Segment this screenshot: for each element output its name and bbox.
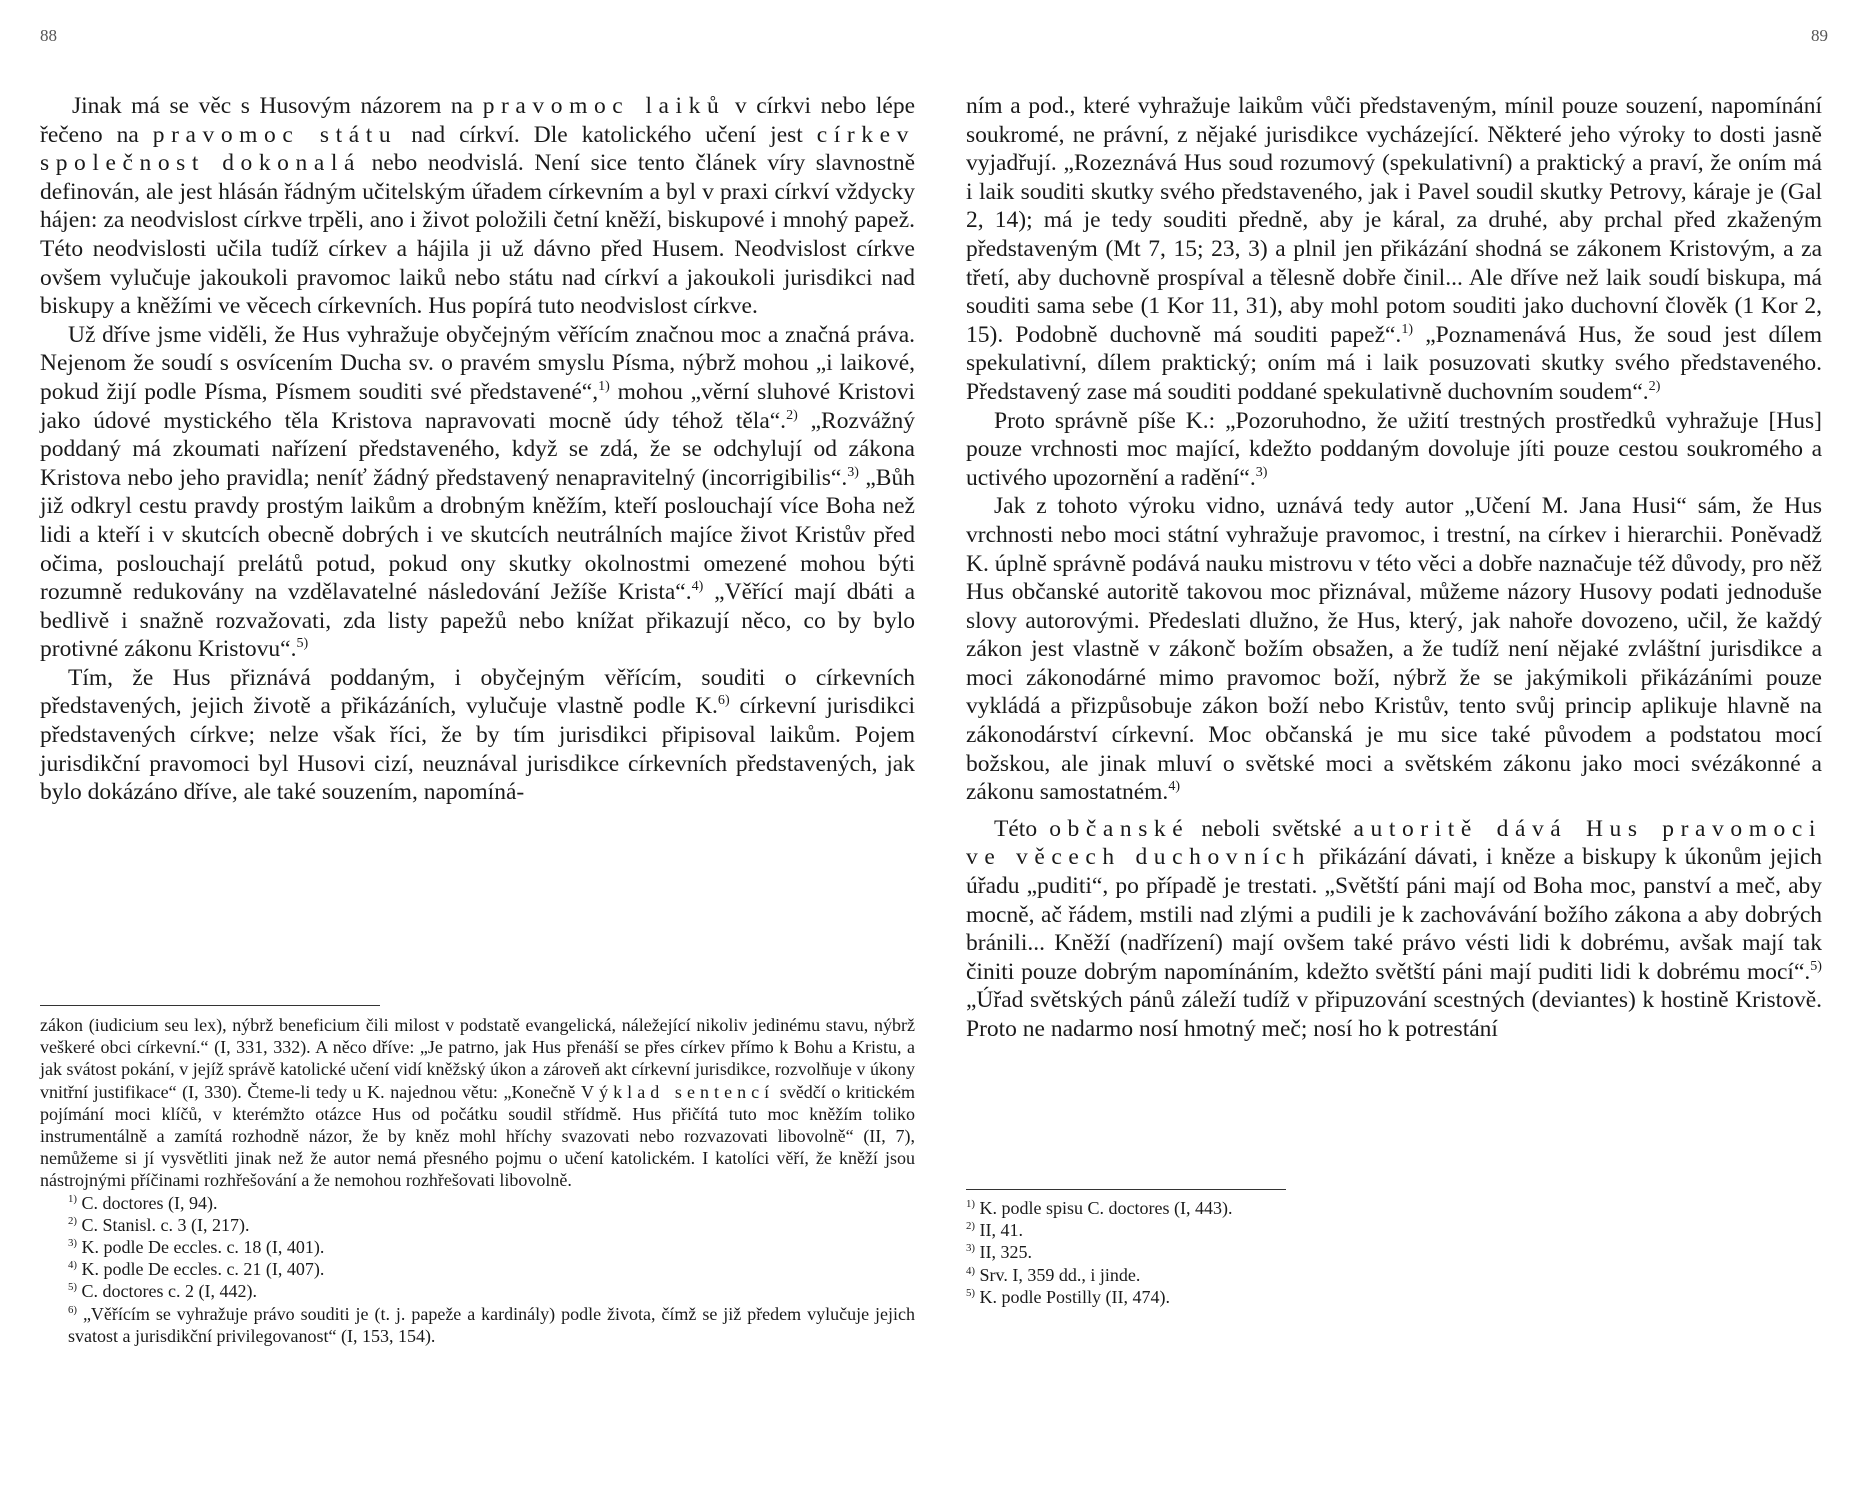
- footnote-number: 1): [966, 1198, 975, 1210]
- footnotes: [966, 1197, 1822, 1308]
- main-text: [966, 92, 1822, 1044]
- footnote-number: 6): [68, 1303, 77, 1316]
- footnote-text: C. Stanisl. c. 3 (I, 217).: [77, 1214, 250, 1235]
- text-run: „Poznamenává Hus, že soud jest dílem spekulativní, dílem praktický; oním má i laik posuzovati skutky svého představeného. Představený zase má souditi poddané spekulativně duchovním soudem“.: [966, 321, 1822, 405]
- footnote-text: K. podle De eccles. c. 18 (I, 401).: [77, 1237, 325, 1258]
- text-run: nad církví. Dle katolického učení jest: [397, 121, 817, 148]
- footnote-text: K. podle spisu C. doctores (I, 443).: [975, 1198, 1233, 1218]
- footnote-ref: 2): [1648, 378, 1661, 395]
- footnote-ref: 3): [847, 463, 859, 480]
- footnote: [40, 1236, 915, 1258]
- footnote-ref: 4): [1168, 778, 1181, 795]
- text-run: Jak z tohoto výroku vidno, uznává tedy autor „Učení M. Jana Husi“ sám, že Hus vrchnosti nebo moci státní vyhražuje pravomoc, i trestní, na církev i hierarchii. Poněvadž K. úplně správně podává nauku mistrovu v této věci a dobře naznačuje též důvody, pro něž Hus občanské autoritě takovou moc přiznával, můžeme názory Husovy podati jednoduše slovy autorovými. Předeslati dlužno, že Hus, který, jak nahoře dovozeno, učil, že každý zákon jest vlastně v zákonč božím obsažen, a že tudíž není nějaké zvláštní jurisdikce a moci zákonodárné mimo pravomoc boží, nýbrž že se jakýmikoli přikázáními pouze vykládá a přizpůsobuje zákon boží nebo Kristův, tento svůj princip aplikuje hlavně na zákonodárství církevní. Moc občanská je mu sice také původem a podstatou mocí božskou, ale jinak mluví o světské moci a světském zákonu jako moci svézákonné a zákonu samostatném.: [966, 493, 1822, 806]
- text-run: Proto správně píše K.: „Pozoruhodno, že užití trestných prostředků vyhražuje [Hus] pouze vrchnosti moc mající, kdežto poddaným dovoluje jíti pouze cestou soukromého a uctivého upozornění a radění“.: [966, 407, 1822, 491]
- footnote-number: 1): [68, 1192, 77, 1205]
- footnote-list: [40, 1192, 915, 1347]
- page-number: 89: [1811, 26, 1828, 45]
- text-run: „Bůh již odkryl cestu pravdy prostým laikům a drobným kněžím, kteří poslouchají více Boha než lidi a kteří i v skutcích obecně dobrých i ve skutcích neutrálních majíce život Kristův před očima, poslouchají prelátů potud, pokud ony skutky okolnostmi omezené mohou býti rozumně redukovány na vzdělavatelné následování Ježíše Krista“.: [40, 464, 915, 606]
- footnote-number: 3): [68, 1237, 77, 1250]
- footnote-number: 2): [966, 1220, 975, 1233]
- text-run: církevní jurisdikci představených církve; nelze však říci, že by tím jurisdikci připisoval laikům. Pojem jurisdikční pravomoci byl Husovi cizí, neuznával jurisdikce církevních představených, jak bylo dokázáno dříve, ale také souzením, napomíná-: [40, 693, 915, 806]
- emphasized-text: pravomoc státu: [152, 121, 398, 148]
- footnote-text: II, 325.: [975, 1242, 1032, 1263]
- paragraph: [966, 407, 1822, 493]
- footnote: [966, 1219, 1822, 1241]
- paragraph: [40, 664, 915, 807]
- footnote: [966, 1264, 1822, 1286]
- emphasized-text: autoritě dává Hus pravomoci ve věcech duchovních: [966, 815, 1822, 871]
- footnote-number: 4): [966, 1264, 975, 1277]
- footnote-number: 5): [68, 1281, 77, 1294]
- footnote-list: [966, 1197, 1822, 1308]
- footnote: [40, 1258, 915, 1280]
- footnote-text: K. podle De eccles. c. 21 (I, 407).: [77, 1259, 325, 1280]
- footnote-ref: 3): [1255, 463, 1268, 480]
- text-run: ním a pod., které vyhražuje laikům vůči představeným, mínil pouze souzení, napomínání soukromé, ne právní, z nějaké jurisdikce vycházející. Některé jeho výroky to dosti jasně vyjadřují. „Rozeznává Hus soud rozumový (spekulativní) a praktický a praví, že oním má i laik souditi skutky svého představeného, jak i Pavel soudil skutky Petrovy, káraje je (Gal 2, 14); má je tedy souditi předně, aby je káral, za druhé, aby prchal před zkaženým představeným (Mt 7, 15; 23, 3) a plnil jen přikázání shodná se zákonem Kristovým, a za třetí, aby duchovně prospíval a tělesně dobře činil... Ale dříve než laik soudí biskupa, má souditi sama sebe (1 Kor 11, 31), aby mohl potom souditi jako duchovní člověk (1 Kor 2, 15). Podobně duchovně má souditi papež“.: [966, 93, 1822, 348]
- footnote-ref: 4): [691, 578, 704, 595]
- text-run: nebo neodvislá. Není sice tento článek víry slavnostně definován, ale jest hlásán řádným učitelským úřadem církevním a byl v praxi církví vždycky hájen: za neodvislost církve trpěli, ano i život položili četní kněží, biskupové i mnohý papež. Této neodvislosti učila tudíž církev a hájila ji už dávno před Husem. Neodvislost církve ovšem vylučuje jakoukoli pravomoc laiků nebo státu nad církví a jakoukoli jurisdikci nad biskupy a kněžími ve věcech církevních. Hus popírá tuto neodvislost církve.: [40, 150, 915, 320]
- text-run: Už dříve jsme viděli, že Hus vyhražuje obyčejným věřícím značnou moc a značná práva. Nejenom že soudí s osvícením Ducha sv. o pravém smyslu Písma, nýbrž mohou „i laikové, pokud žijí podle Písma, Písmem souditi své představené“,: [40, 321, 915, 405]
- footnote-ref: 1): [1401, 320, 1414, 337]
- paragraph: [966, 492, 1822, 807]
- footnote: [40, 1303, 915, 1347]
- footnote-number: 4): [68, 1259, 77, 1272]
- text-run: „Věřící mají dbáti a bedlivě i snažně rozvažovati, zda listy papežů nebo knížat přikazují něco, co by bylo protivné zákonu Kristovu“.: [40, 579, 916, 663]
- paragraph: [40, 92, 915, 321]
- text-run: v církvi nebo lépe řečeno na: [40, 93, 916, 148]
- text-run: Této: [994, 815, 1050, 842]
- footnote-text: „Věřícím se vyhražuje právo souditi je (t. j. papeže a kardinály) podle života, čímž se již předem vylučuje jejich svatost a jurisdikční privilegovanost“ (I, 153, 154).: [68, 1303, 915, 1346]
- text-run: zákon (iudicium seu lex), nýbrž beneficium čili milost v podstatě evangelická, náležející nikoliv jedinému stavu, nýbrž veškeré obci církevní.“ (I, 331, 332). A něco dříve: „Je patrno, jak Hus přenáší se přes církev přímo k Bohu a Kristu, a jak svátost pokání, v jejíž správě katolické učení vidí kněžský úkon a zároveň akt církevní jurisdikce, rozvolňuje v úkony vnitřní justifikace“ (I, 330). Čteme-li tedy u K. najednou větu: „Konečně: [40, 1015, 915, 1102]
- footnote-ref: 5): [1810, 957, 1822, 974]
- paragraph: [966, 815, 1822, 1044]
- text-run: přikázání dávati, i kněze a biskupy k úkonům jejich úřadu „puditi“, po případě je trestati. „Světští páni mají od Boha moc, panství a meč, aby mocně, ač řádem, mstili nad zlými a pudili je k zachovávání božího zákona a aby dobrých bránili... Kněží (nadřízení) mají ovšem také právo vésti lidi k dobrému, avšak mají tak činiti pouze dobrým napomínáním, kdežto světští páni mají puditi lidi k dobrému mocí“.: [966, 844, 1822, 985]
- footnote-divider: [966, 1189, 1286, 1190]
- footnote-text: K. podle Postilly (II, 474).: [975, 1286, 1170, 1307]
- emphasized-text: Výklad sentencí: [581, 1081, 775, 1102]
- footnote: [966, 1286, 1822, 1308]
- footnote-divider: [40, 1005, 380, 1006]
- footnote-text: Srv. I, 359 dd., i jinde.: [975, 1264, 1141, 1285]
- footnote-number: 3): [966, 1242, 975, 1255]
- paragraph: [40, 321, 915, 664]
- text-run: „Úřad světských pánů záleží tudíž v připuzování scestných (deviantes) k hostině Kristově. Proto ne nadarmo nosí hmotný meč; nosí ho k potrestání: [966, 987, 1822, 1042]
- footnote-text: II, 41.: [975, 1220, 1023, 1241]
- paragraph: [966, 92, 1822, 407]
- footnote-ref: 1): [598, 378, 610, 395]
- text-run: Jinak má se věc s Husovým názorem na: [72, 93, 483, 119]
- footnote-ref: 5): [296, 635, 309, 652]
- footnotes: [40, 1014, 915, 1347]
- footnote: [966, 1241, 1822, 1263]
- page-number: 88: [40, 26, 57, 45]
- text-run: svědčí o kritickém pojímání moci klíčů, v kterémžto otázce Hus od počátku soudil střídmě. Hus přičítá tuto moc kněžím toliko instrumentálně a zamítá rozhodně názor, že by kněz mohl hříchy svazovati nebo rozvazovati libovolně“ (II, 7), nemůžeme si jí vysvětliti jinak než že autor nemá přesného pojmu o učení katolickém. I katolíci věří, že kněží jsou nástrojnými příčinami rozhřešování a že nemohou rozhřešovati libovolně.: [40, 1081, 915, 1191]
- footnote-number: 2): [68, 1214, 77, 1227]
- right-page: [931, 0, 1862, 1500]
- footnote-continuation: [40, 1014, 915, 1192]
- footnote: [40, 1192, 915, 1214]
- emphasized-text: církev společnost dokonalá: [40, 121, 915, 177]
- footnote-text: C. doctores c. 2 (I, 442).: [77, 1281, 257, 1302]
- footnote: [40, 1214, 915, 1236]
- footnote-number: 5): [966, 1286, 975, 1299]
- text-run: Tím, že Hus přiznává poddaným, i obyčejným věřícím, souditi o církevních představených, jejich životě a přikázáních, vylučuje vlastně podle K.: [40, 664, 915, 720]
- text-run: „Rozvážný poddaný má zkoumati nařízení představeného, když se zdá, že se odchylují od zákona Kristova nebo jeho pravidla; neníť žádný představený nenapravitelný (incorrigibilis“.: [40, 407, 915, 491]
- text-run: mohou „věrní sluhové Kristovi jako údové mystického těla Kristova napravovati mocně údy téhož těla“.: [40, 378, 915, 434]
- footnote: [40, 1280, 915, 1302]
- emphasized-text: pravomoc laiků: [482, 93, 726, 119]
- main-text: [40, 92, 915, 807]
- text-run: neboli světské: [1189, 815, 1354, 842]
- footnote-ref: 6): [717, 692, 730, 709]
- footnote-ref: 2): [786, 406, 798, 423]
- emphasized-text: občanské: [1049, 815, 1190, 842]
- footnote: [966, 1197, 1822, 1219]
- footnote-text: C. doctores (I, 94).: [77, 1192, 218, 1213]
